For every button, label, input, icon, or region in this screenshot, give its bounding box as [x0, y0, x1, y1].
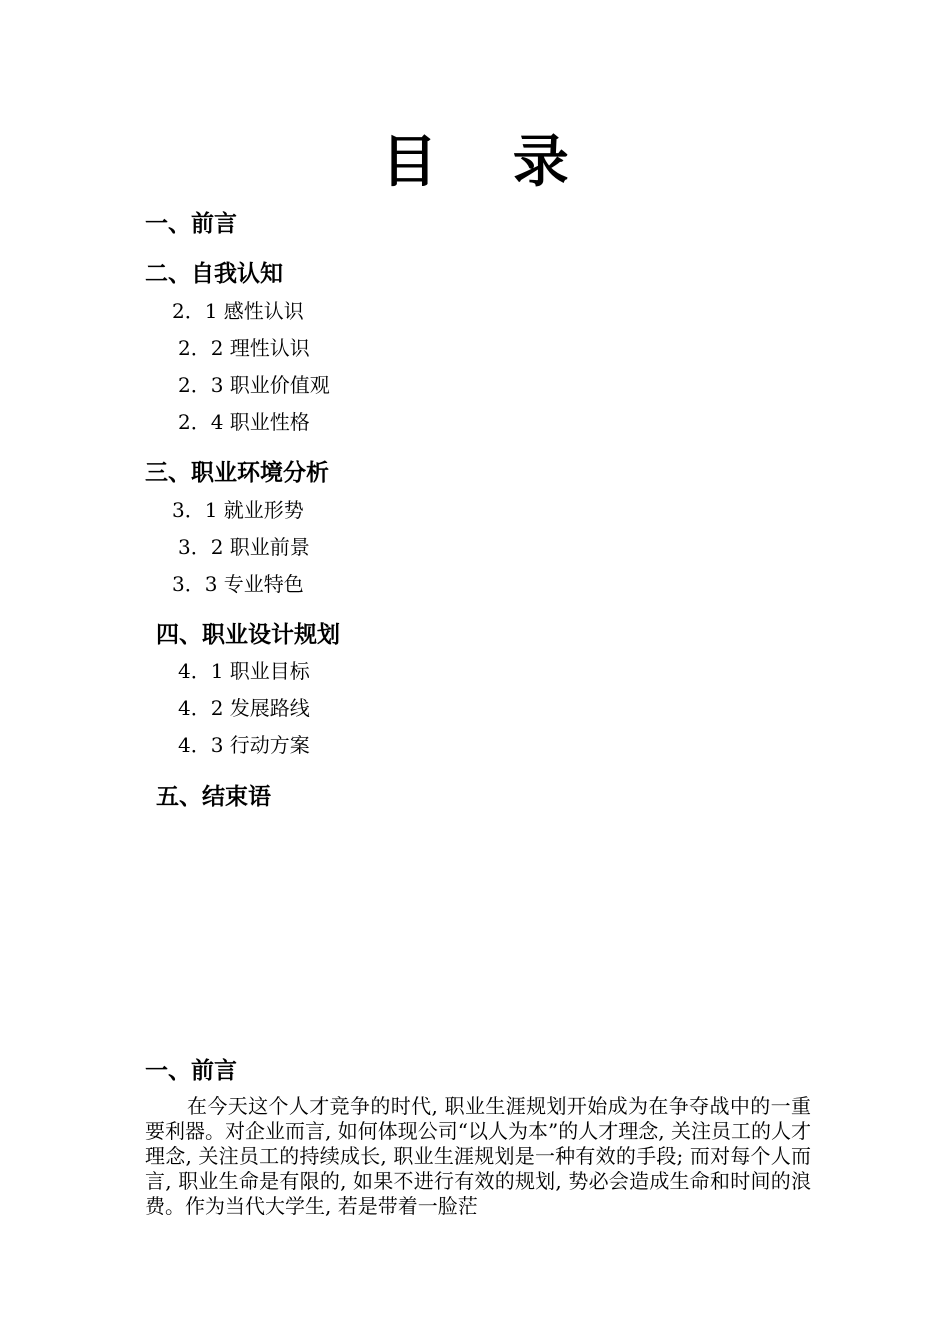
preface-paragraph: 在今天这个人才竞争的时代, 职业生涯规划开始成为在争夺战中的一重要利器。对企业而言, 如何体现公司“以人为本”的人才理念, 关注员工的人才理念, 关注员工的持续成长, 职业生涯规划是一种有效的手段; 而对每个人而言, 职业生命是有限的, 如果不进行有效的规划, 势必会造成生命和时间的浪费。作为当代大学生, 若是带着一脸茫 — [145, 1094, 811, 1218]
toc-section-self-awareness[interactable]: 二、自我认知 — [145, 261, 283, 287]
toc-section-preface[interactable]: 一、前言 — [145, 211, 237, 237]
toc-item-4-1[interactable]: 4．1 职业目标 — [178, 659, 310, 683]
toc-item-3-2[interactable]: 3．2 职业前景 — [178, 535, 310, 559]
toc-item-3-1[interactable]: 3．1 就业形势 — [172, 498, 304, 522]
toc-section-environment[interactable]: 三、职业环境分析 — [145, 460, 329, 486]
toc-item-2-1[interactable]: 2．1 感性认识 — [172, 299, 304, 323]
section-heading-preface: 一、前言 — [145, 1058, 237, 1084]
toc-item-4-2[interactable]: 4．2 发展路线 — [178, 696, 310, 720]
toc-section-planning[interactable]: 四、职业设计规划 — [156, 622, 340, 648]
toc-item-2-3[interactable]: 2．3 职业价值观 — [178, 373, 330, 397]
toc-item-2-2[interactable]: 2．2 理性认识 — [178, 336, 310, 360]
toc-item-3-3[interactable]: 3．3 专业特色 — [172, 572, 304, 596]
toc-item-4-3[interactable]: 4．3 行动方案 — [178, 733, 310, 757]
toc-item-2-4[interactable]: 2．4 职业性格 — [178, 410, 310, 434]
toc-section-conclusion[interactable]: 五、结束语 — [156, 784, 271, 810]
toc-title: 目 录 — [381, 130, 597, 195]
